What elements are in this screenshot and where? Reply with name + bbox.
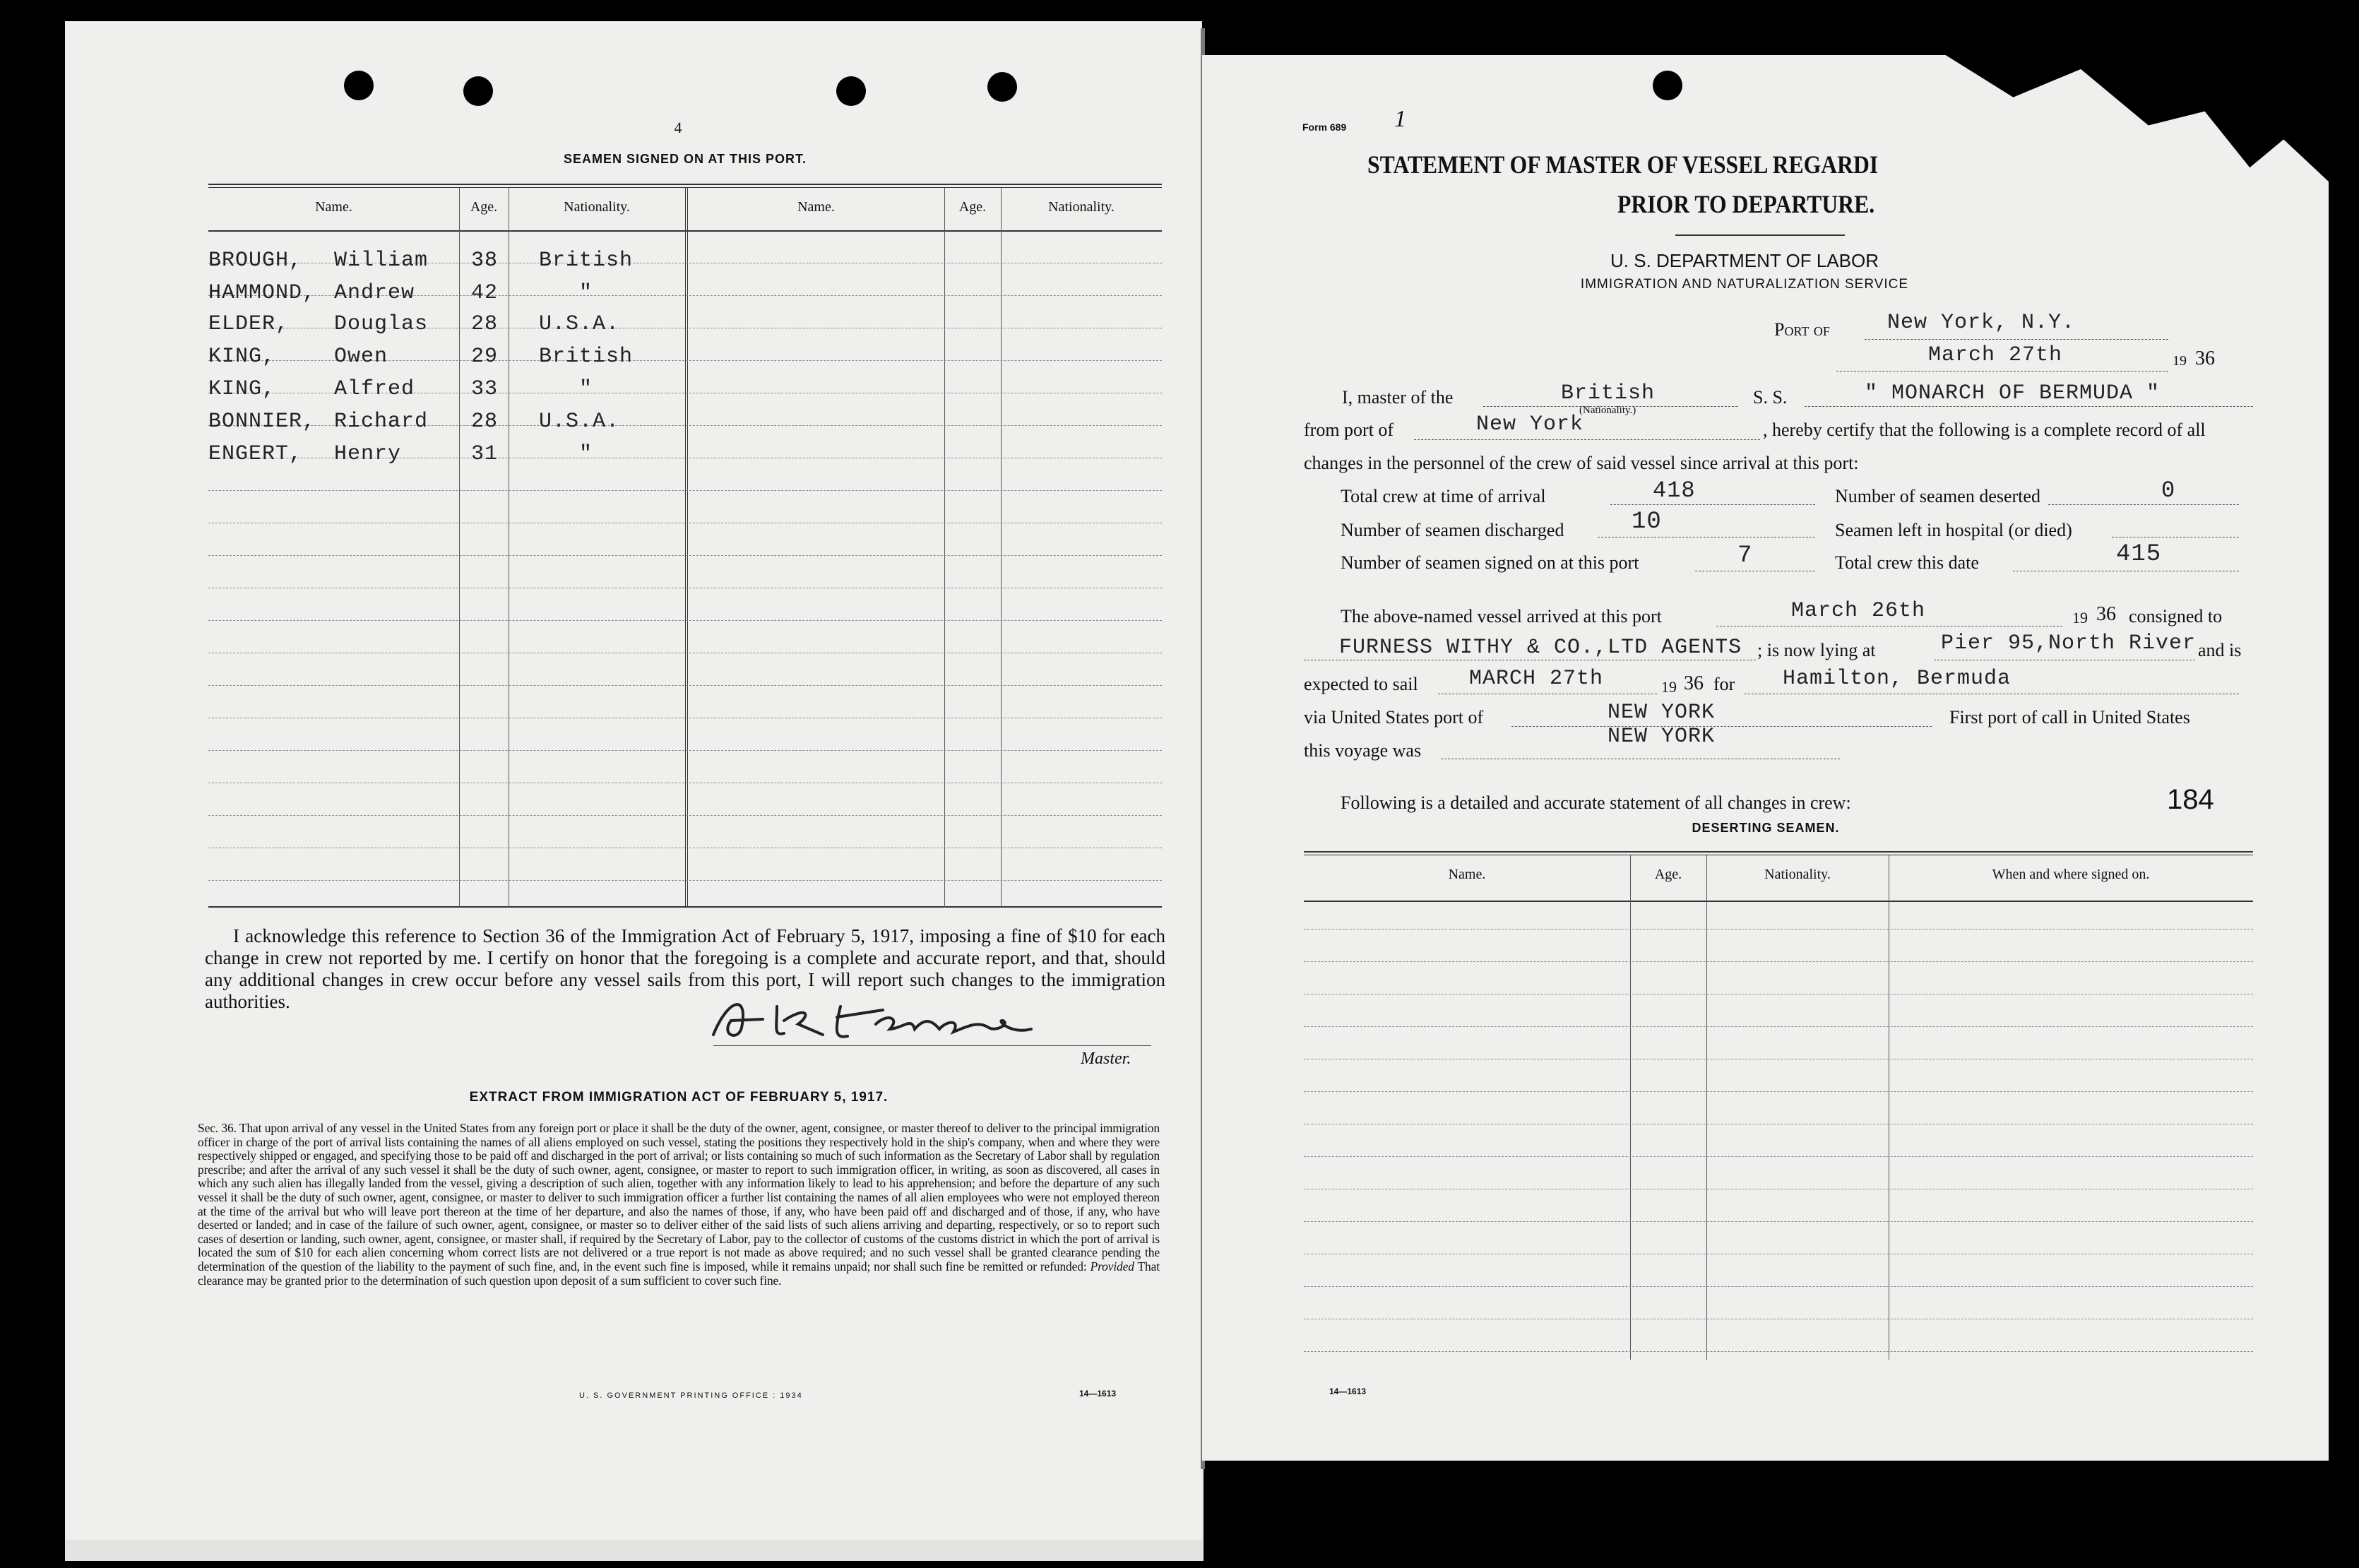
port-value: New York, N.Y. — [1887, 311, 2076, 335]
col-header-name: Name. — [315, 199, 352, 215]
arrived-date: March 26th — [1791, 599, 1926, 623]
hospital-label: Seamen left in hospital (or died) — [1835, 520, 2072, 540]
page-number: 4 — [674, 119, 682, 136]
form-handwritten-mark: 1 — [1394, 106, 1406, 132]
date-value: March 27th — [1928, 343, 2063, 367]
seaman-given-name: Richard — [334, 410, 429, 434]
right-form-code: 14—1613 — [1329, 1386, 1367, 1396]
ss-label: S. S. — [1753, 387, 1788, 408]
seaman-nationality: " — [579, 377, 593, 401]
table-rule — [1304, 1221, 2253, 1222]
form-title-line2: PRIOR TO DEPARTURE. — [1617, 190, 1875, 218]
first-port: NEW YORK — [1608, 725, 1716, 749]
lying-label: ; is now lying at — [1757, 640, 1876, 660]
table-rule — [208, 750, 1162, 751]
seaman-age: 28 — [471, 312, 499, 336]
from-port-label: from port of — [1304, 420, 1394, 440]
discharged-value: 10 — [1632, 509, 1662, 535]
seaman-given-name: Andrew — [334, 281, 415, 305]
total-today-label: Total crew this date — [1835, 552, 1979, 573]
extract-body — [198, 1122, 1160, 1288]
from-port-value: New York — [1476, 412, 1584, 436]
following-text: Following is a detailed and accurate statement of all changes in crew: — [1341, 792, 1851, 813]
changes-text: changes in the personnel of the crew of said vessel since arrival at this port: — [1304, 453, 1859, 473]
col-header-name: Name. — [797, 199, 835, 215]
seaman-given-name: Henry — [334, 442, 402, 466]
seaman-given-name: Alfred — [334, 377, 415, 401]
consignee: FURNESS WITHY & CO.,LTD AGENTS — [1339, 636, 1742, 660]
col-header-name: Name. — [1448, 867, 1486, 882]
master-signature — [699, 985, 1137, 1049]
expected-label: expected to sail — [1304, 674, 1418, 694]
seaman-given-name: Owen — [334, 345, 388, 369]
nationality-value: British — [1561, 381, 1656, 405]
form-number: Form 689 — [1302, 121, 1347, 133]
seaman-surname: ENGERT, — [208, 442, 303, 466]
form-title-line1: STATEMENT OF MASTER OF VESSEL REGARDI — [1367, 150, 1879, 179]
arrived-year-prefix: 19 — [2072, 609, 2088, 626]
seaman-age: 29 — [471, 345, 499, 369]
seaman-age: 38 — [471, 249, 499, 273]
seamen-signed-heading: SEAMEN SIGNED ON AT THIS PORT. — [563, 152, 807, 166]
punch-hole — [1653, 71, 1682, 100]
table-rule — [1304, 1156, 2253, 1157]
destination: Hamilton, Bermuda — [1783, 667, 2012, 691]
seaman-surname: BONNIER, — [208, 410, 316, 434]
discharged-label: Number of seamen discharged — [1341, 520, 1564, 540]
seaman-given-name: William — [334, 249, 429, 273]
table-rule — [1304, 1091, 2253, 1092]
extract-proviso-label: Provided — [1090, 1259, 1134, 1273]
consigned-label: consigned to — [2129, 606, 2223, 626]
seaman-age: 42 — [471, 281, 499, 305]
table-rule — [1304, 1026, 2253, 1027]
arrived-year: 36 — [2096, 603, 2116, 625]
seaman-surname: HAMMOND, — [208, 281, 316, 305]
deserted-label: Number of seamen deserted — [1835, 486, 2040, 506]
extract-proviso: That clearance may be granted prior to the determination of such question upon deposit of a sum sufficient to cover such fine. — [198, 1259, 1160, 1288]
seaman-surname: KING, — [208, 377, 276, 401]
department-name: U. S. DEPARTMENT OF LABOR — [1610, 250, 1879, 271]
seaman-age: 31 — [471, 442, 499, 466]
table-rule — [1304, 961, 2253, 962]
voyage-label: this voyage was — [1304, 740, 1422, 761]
via-label: via United States port of — [1304, 707, 1484, 727]
arrived-label: The above-named vessel arrived at this port — [1341, 606, 1662, 626]
table-rule — [208, 685, 1162, 686]
nationality-caption: (Nationality.) — [1579, 405, 1636, 416]
extract-text: Sec. 36. That upon arrival of any vessel in the United States from any foreign port or place it shall be the duty of the owner, agent, consignee, or master thereof to deliver to the principal immigration officer in charge of the port of arrival lists containing the names of all aliens employed on such vessel, stating the positions they respectively hold in the ship's company, when and where they were respectively shipped or engaged, and specifying those to be paid off and discharged in the port of arrival; or lists containing so much of such information as the Secretary of Labor shall by regulation prescribe; and after the arrival of any such vessel it shall be the duty of such owner, agent, consignee, or master to report to such immigration officer, in writing, as soon as discovered, all cases in which any such alien has illegally landed from the vessel, giving a description of such alien, together with any information likely to lead to his apprehension; and before the departure of any such vessel it shall be the duty of such owner, agent, consignee, or master to deliver to such immigration officer a further list containing the names of all alien employees who were not employed thereon at the time of the arrival but who will leave port thereon at the time of her departure, and also the names of those, if any, who have been paid off and discharged and of those, if any, who have deserted or landed; and in case of the failure of such owner, agent, consignee, or master so to deliver either of the said lists of such aliens arriving and departing, respectively, or so to report such cases of desertion or landing, such owner, agent, consignee, or master shall, if required by the Secretary of Labor, pay to the collector of customs of the customs district in which the port of arrival is located the sum of $10 for each alien concerning whom correct lists are not delivered or a true report is not made as above required; and no such vessel shall be granted clearance pending the determination of the question of the liability to the payment of such fine, and, in the event such fine is imposed, while it remains unpaid; nor shall such fine be remitted or refunded: — [198, 1121, 1160, 1273]
col-header-age: Age. — [958, 199, 987, 215]
certify-text: , hereby certify that the following is a complete record of all — [1763, 420, 2206, 440]
left-form-code: 14—1613 — [1079, 1389, 1117, 1398]
master-of-label: I, master of the — [1342, 387, 1454, 408]
first-port-label: First port of call in United States — [1949, 707, 2190, 727]
ship-name: " MONARCH OF BERMUDA " — [1865, 381, 2161, 405]
service-name: IMMIGRATION AND NATURALIZATION SERVICE — [1580, 277, 1909, 292]
table-rule — [208, 620, 1162, 621]
deserting-seamen-table — [1304, 851, 2253, 1360]
table-rule — [208, 490, 1162, 491]
seaman-nationality: " — [579, 281, 593, 305]
col-header-when-where: When and where signed on. — [1992, 867, 2150, 882]
table-rule — [208, 815, 1162, 816]
sail-year-prefix: 19 — [1661, 678, 1677, 696]
total-today-value: 415 — [2116, 541, 2162, 568]
col-header-nationality: Nationality. — [1048, 199, 1115, 215]
punch-hole — [463, 76, 493, 106]
signed-on-value: 7 — [1737, 542, 1753, 569]
extract-title: EXTRACT FROM IMMIGRATION ACT OF FEBRUARY 5, 1917. — [469, 1090, 889, 1105]
and-is-text: and is — [2198, 640, 2242, 660]
seaman-age: 28 — [471, 410, 499, 434]
date-year: 36 — [2195, 348, 2215, 369]
lying-at: Pier 95,North River — [1941, 631, 2197, 655]
table-rule — [1304, 1286, 2253, 1287]
punch-hole — [344, 71, 374, 100]
table-rule — [208, 555, 1162, 556]
seaman-surname: KING, — [208, 345, 276, 369]
acknowledgement-text: I acknowledge this reference to Section 36 of the Immigration Act of February 5, 1917, imposing a fine of $10 for each change in crew not reported by me. I certify on honor that the foregoing is a complete and accurate report, and that, should any additional changes in crew occur before any vessel sails from this port, I will report such changes to the immigration authorities. — [205, 925, 1165, 1012]
port-label: Port of — [1774, 319, 1830, 340]
date-year-prefix: 19 — [2173, 353, 2187, 369]
seaman-nationality: " — [579, 442, 593, 466]
sail-year: 36 — [1684, 672, 1704, 694]
deserting-heading: DESERTING SEAMEN. — [1692, 821, 1840, 835]
punch-hole — [987, 72, 1017, 102]
master-label: Master. — [1081, 1050, 1131, 1068]
sail-date: MARCH 27th — [1469, 667, 1604, 691]
seamen-signed-table — [208, 184, 1162, 908]
handwritten-count: 184 — [2167, 784, 2214, 815]
deserted-value: 0 — [2161, 477, 2176, 504]
table-rule — [1304, 1351, 2253, 1352]
seaman-surname: ELDER, — [208, 312, 290, 336]
for-label: for — [1713, 674, 1735, 694]
seaman-age: 33 — [471, 377, 499, 401]
seaman-nationality: U.S.A. — [539, 312, 620, 336]
total-crew-arrival-label: Total crew at time of arrival — [1341, 486, 1546, 506]
table-rule — [208, 880, 1162, 881]
signed-on-label: Number of seamen signed on at this port — [1341, 552, 1639, 573]
punch-hole — [836, 76, 866, 106]
col-header-nationality: Nationality. — [564, 199, 630, 215]
seaman-nationality: British — [539, 345, 634, 369]
col-header-age: Age. — [1654, 867, 1682, 882]
seaman-given-name: Douglas — [334, 312, 429, 336]
printer-imprint: U. S. GOVERNMENT PRINTING OFFICE : 1934 — [579, 1391, 803, 1400]
seaman-surname: BROUGH, — [208, 249, 303, 273]
seaman-nationality: U.S.A. — [539, 410, 620, 434]
seaman-nationality: British — [539, 249, 634, 273]
col-header-nationality: Nationality. — [1764, 867, 1831, 882]
total-crew-arrival-value: 418 — [1653, 477, 1696, 504]
via-port: NEW YORK — [1608, 701, 1716, 725]
col-header-age: Age. — [470, 199, 498, 215]
